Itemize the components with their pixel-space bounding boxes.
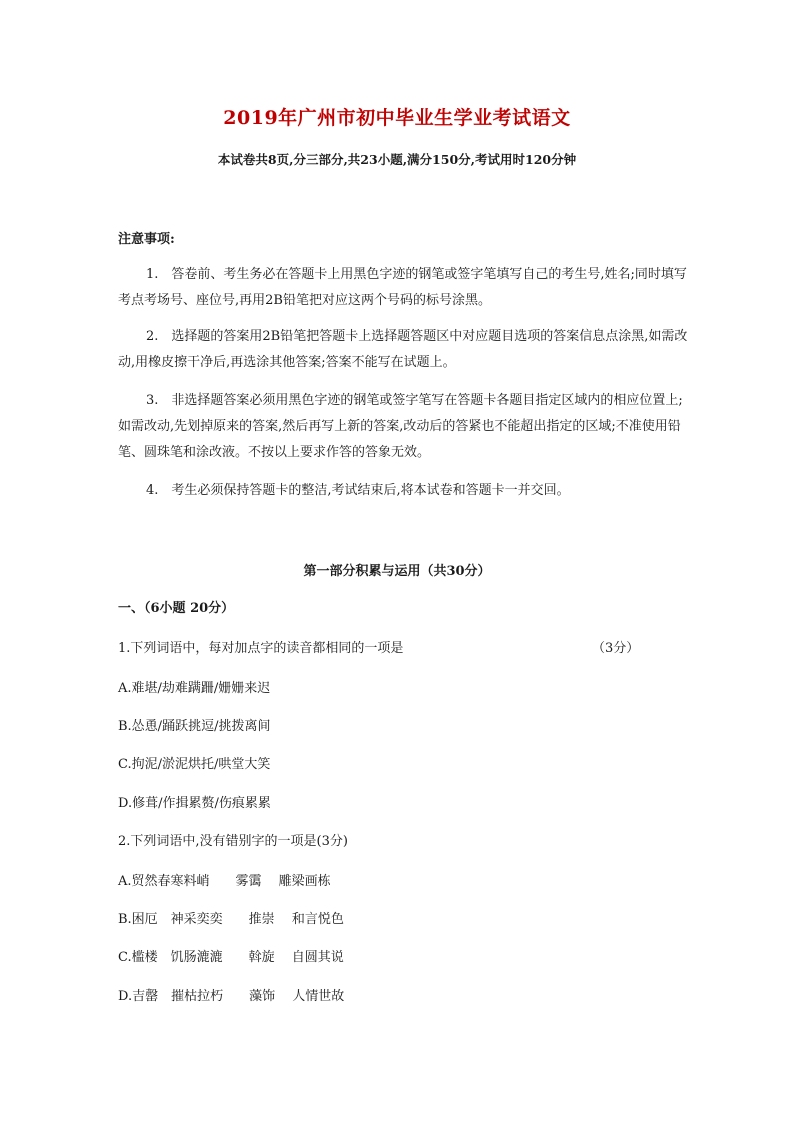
question-2-option-c: C.槛楼 饥肠漉漉 斡旋 自圆其说: [118, 950, 344, 965]
question-1-stem: 1.下列词语中，每对加点字的读音都相同的一项是: [118, 641, 404, 656]
question-2-stem: 2.下列词语中,没有错别字的一项是(3分): [118, 834, 348, 849]
question-2-option-d: D.吉罄 摧枯拉朽 藻饰 人情世故: [118, 989, 345, 1004]
exam-subtitle: 本试卷共8页,分三部分,共23小题,满分150分,考试用时120分钟: [217, 152, 577, 167]
question-1-option-d: D.修葺/作揖累赘/伤痕累累: [118, 796, 271, 811]
question-1-score: （3分）: [592, 641, 640, 656]
question-2-option-b: B.困厄 神采奕奕 推崇 和言悦色: [118, 912, 344, 927]
part-one-title: 第一部分积累与运用（共30分）: [303, 564, 491, 579]
notice-item-2: 2. 选择题的答案用2B铅笔把答题卡上选择题答题区中对应题目选项的答案信息点涂黑,如需改动,用橡皮擦干净后,再选涂其他答案;答案不能写在试题上。: [118, 329, 688, 370]
question-1-option-a: A.难堪/劫难蹒跚/姗姗来迟: [118, 681, 271, 696]
question-1-option-b: B.怂恿/踊跃挑逗/挑拨离间: [118, 719, 271, 734]
notice-item-3: 3. 非选择题答案必须用黑色字迹的钢笔或签字笔写在答题卡各题目指定区域内的相应位置上;如需改动,先划掉原来的答案,然后再写上新的答案,改动后的答紧也不能超出指定的区域;不准使用铅笔、圆珠笔和涂改液。不按以上要求作答的答象无效。: [118, 393, 683, 460]
notice-item-1: 1. 答卷前、考生务必在答题卡上用黑色字迹的钢笔或签字笔填写自己的考生号,姓名;同时填写考点考场号、座位号,再用2B铅笔把对应这两个号码的标号涂黑。: [118, 267, 687, 308]
notice-item-4: 4. 考生必须保持答题卡的整洁,考试结束后,将本试卷和答题卡一并交回。: [146, 483, 570, 498]
question-1-option-c: C.拘泥/淤泥烘托/哄堂大笑: [118, 757, 271, 772]
exam-title: 2019年广州市初中毕业生学业考试语文: [223, 107, 571, 129]
question-2-option-a: A.贸然春寒料峭 雾霭 雕梁画栋: [118, 874, 331, 889]
notice-heading: 注意事项:: [118, 232, 175, 247]
section-one-title: 一、（6小题 20分）: [118, 601, 235, 616]
